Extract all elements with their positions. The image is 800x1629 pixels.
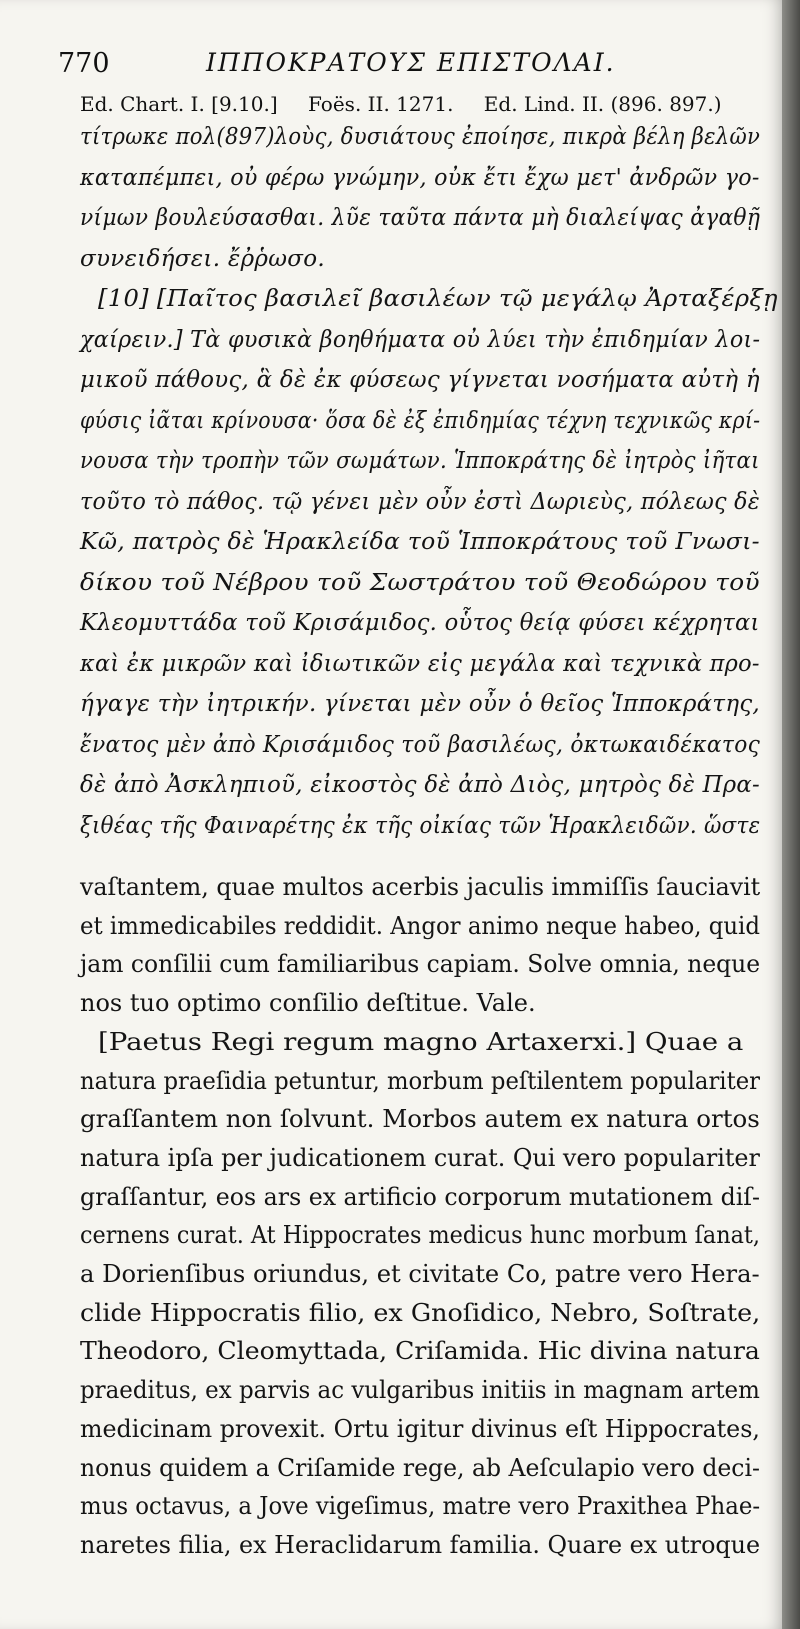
- ref-foes: Foës. II. 1271.: [308, 92, 454, 116]
- page-gutter-shadow: [782, 0, 800, 1629]
- latin-text-line: medicinam provexit. Ortu igitur divinus eſt Hippocrates,: [80, 1414, 760, 1443]
- latin-text-line: natura ipſa per judicationem curat. Qui vero populariter: [80, 1143, 760, 1172]
- ref-lind: Ed. Lind. II. (896. 897.): [483, 92, 722, 116]
- greek-text-line: συνειδήσει. ἔῤῥωσο.: [80, 245, 326, 272]
- greek-text-line: τοῦτο τὸ πάθος. τῷ γένει μὲν οὖν ἐστὶ Δωριεὺς, πόλεως δὲ: [80, 488, 760, 515]
- latin-text-line: naretes filia, ex Heraclidarum familia. Quare ex utroque: [80, 1530, 761, 1559]
- latin-text-line: nos tuo optimo conſilio deſtitue. Vale.: [80, 989, 536, 1018]
- edition-references: [80, 92, 746, 116]
- latin-text-line: graſſantur, eos ars ex artificio corporum mutationem diſ-: [80, 1182, 761, 1211]
- latin-text-line: mus octavus, a Jove vigeſimus, matre vero Praxithea Phae-: [80, 1492, 761, 1521]
- latin-text-line: natura praeſidia petuntur, morbum peſtilentem populariter: [80, 1066, 760, 1095]
- greek-text-line: νίμων βουλεύσασθαι. λῦε ταῦτα πάντα μὴ διαλείψας ἀγαθῇ: [80, 205, 761, 231]
- greek-text-line: ήγαγε τὴν ἰητρικήν. γίνεται μὲν οὖν ὁ θεῖος Ἱπποκράτης,: [80, 691, 760, 717]
- greek-text-line: δὲ ἀπὸ Ἀσκληπιοῦ, εἰκοστὸς δὲ ἀπὸ Διὸς, μητρὸς δὲ Πρα-: [80, 772, 761, 798]
- latin-text-line: cernens curat. At Hippocrates medicus hunc morbum ſanat,: [80, 1221, 760, 1250]
- latin-text-line: vaſtantem, quae multos acerbis jaculis immiſſis ſauciavit: [80, 873, 761, 901]
- page-header: [58, 46, 758, 80]
- greek-text-line: καὶ ἐκ μικρῶν καὶ ἰδιωτικῶν εἰς μεγάλα καὶ τεχνικὰ προ-: [80, 650, 760, 677]
- greek-text-line: ξιθέας τῆς Φαιναρέτης ἐκ τῆς οἰκίας τῶν Ἡρακλειδῶν. ὥστε: [80, 812, 761, 839]
- latin-text-line: jam conſilii cum familiaribus capiam. Solve omnia, neque: [80, 950, 761, 979]
- greek-text-line: Κῶ, πατρὸς δὲ Ἡρακλείδα τοῦ Ἱπποκράτους τοῦ Γνωσι-: [80, 529, 760, 555]
- latin-text-line: Theodoro, Cleomyttada, Criſamida. Hic divina natura: [80, 1337, 760, 1366]
- latin-text-line: a Dorienſibus oriundus, et civitate Co, patre vero Hera-: [80, 1260, 760, 1288]
- greek-text-line: τίτρωκε πολ(897)λοὺς, δυσιάτους ἐποίησε, πικρὰ βέλη βελῶν: [80, 124, 761, 150]
- greek-text-line: μικοῦ πάθους, ἃ δὲ ἐκ φύσεως γίγνεται νοσήματα αὐτὴ ἡ: [80, 367, 760, 393]
- greek-text-line: φύσις ἰᾶται κρίνουσα· ὅσα δὲ ἐξ ἐπιδημίας τέχνη τεχνικῶς κρί-: [80, 407, 761, 434]
- greek-text-line: [10] [Παῖτος βασιλεῖ βασιλέων τῷ μεγάλῳ Ἀρταξέρξῃ: [98, 286, 778, 312]
- greek-text-line: ἔνατος μὲν ἀπὸ Κρισάμιδος τοῦ βασιλέως, ὀκτωκαιδέκατος: [80, 731, 761, 758]
- running-title: ΙΠΠΟΚΡΑΤΟΥΣ ΕΠΙΣΤΟΛΑΙ.: [206, 48, 616, 77]
- page-number: 770: [58, 48, 110, 79]
- latin-text-line: praeditus, ex parvis ac vulgaribus initiis in magnam artem: [80, 1376, 760, 1405]
- latin-text-line: et immedicabiles reddidit. Angor animo neque habeo, quid: [80, 911, 760, 940]
- latin-text-line: nonus quidem a Criſamide rege, ab Aeſculapio vero deci-: [80, 1453, 760, 1482]
- greek-text-line: δίκου τοῦ Νέβρου τοῦ Σωστράτου τοῦ Θεοδώρου τοῦ: [80, 569, 760, 596]
- latin-text-line: clide Hippocratis filio, ex Gnoſidico, Nebro, Soſtrate,: [80, 1298, 761, 1327]
- greek-text-line: καταπέμπει, οὐ φέρω γνώμην, οὐκ ἔτι ἔχω μετ' ἀνδρῶν γο-: [80, 164, 760, 191]
- ref-chart: Ed. Chart. I. [9.10.]: [80, 92, 278, 116]
- latin-text-line: [Paetus Regi regum magno Artaxerxi.] Quae a: [98, 1027, 744, 1056]
- greek-text-line: νουσα τὴν τροπὴν τῶν σωμάτων. Ἱπποκράτης δὲ ἰητρὸς ἰῆται: [80, 448, 760, 474]
- greek-text-line: χαίρειν.] Τὰ φυσικὰ βοηθήματα οὐ λύει τὴν ἐπιδημίαν λοι-: [80, 326, 761, 353]
- greek-text-line: Κλεομυττάδα τοῦ Κρισάμιδος. οὗτος θείᾳ φύσει κέχρηται: [80, 610, 760, 636]
- latin-text-line: graſſantem non ſolvunt. Morbos autem ex natura ortos: [80, 1105, 760, 1134]
